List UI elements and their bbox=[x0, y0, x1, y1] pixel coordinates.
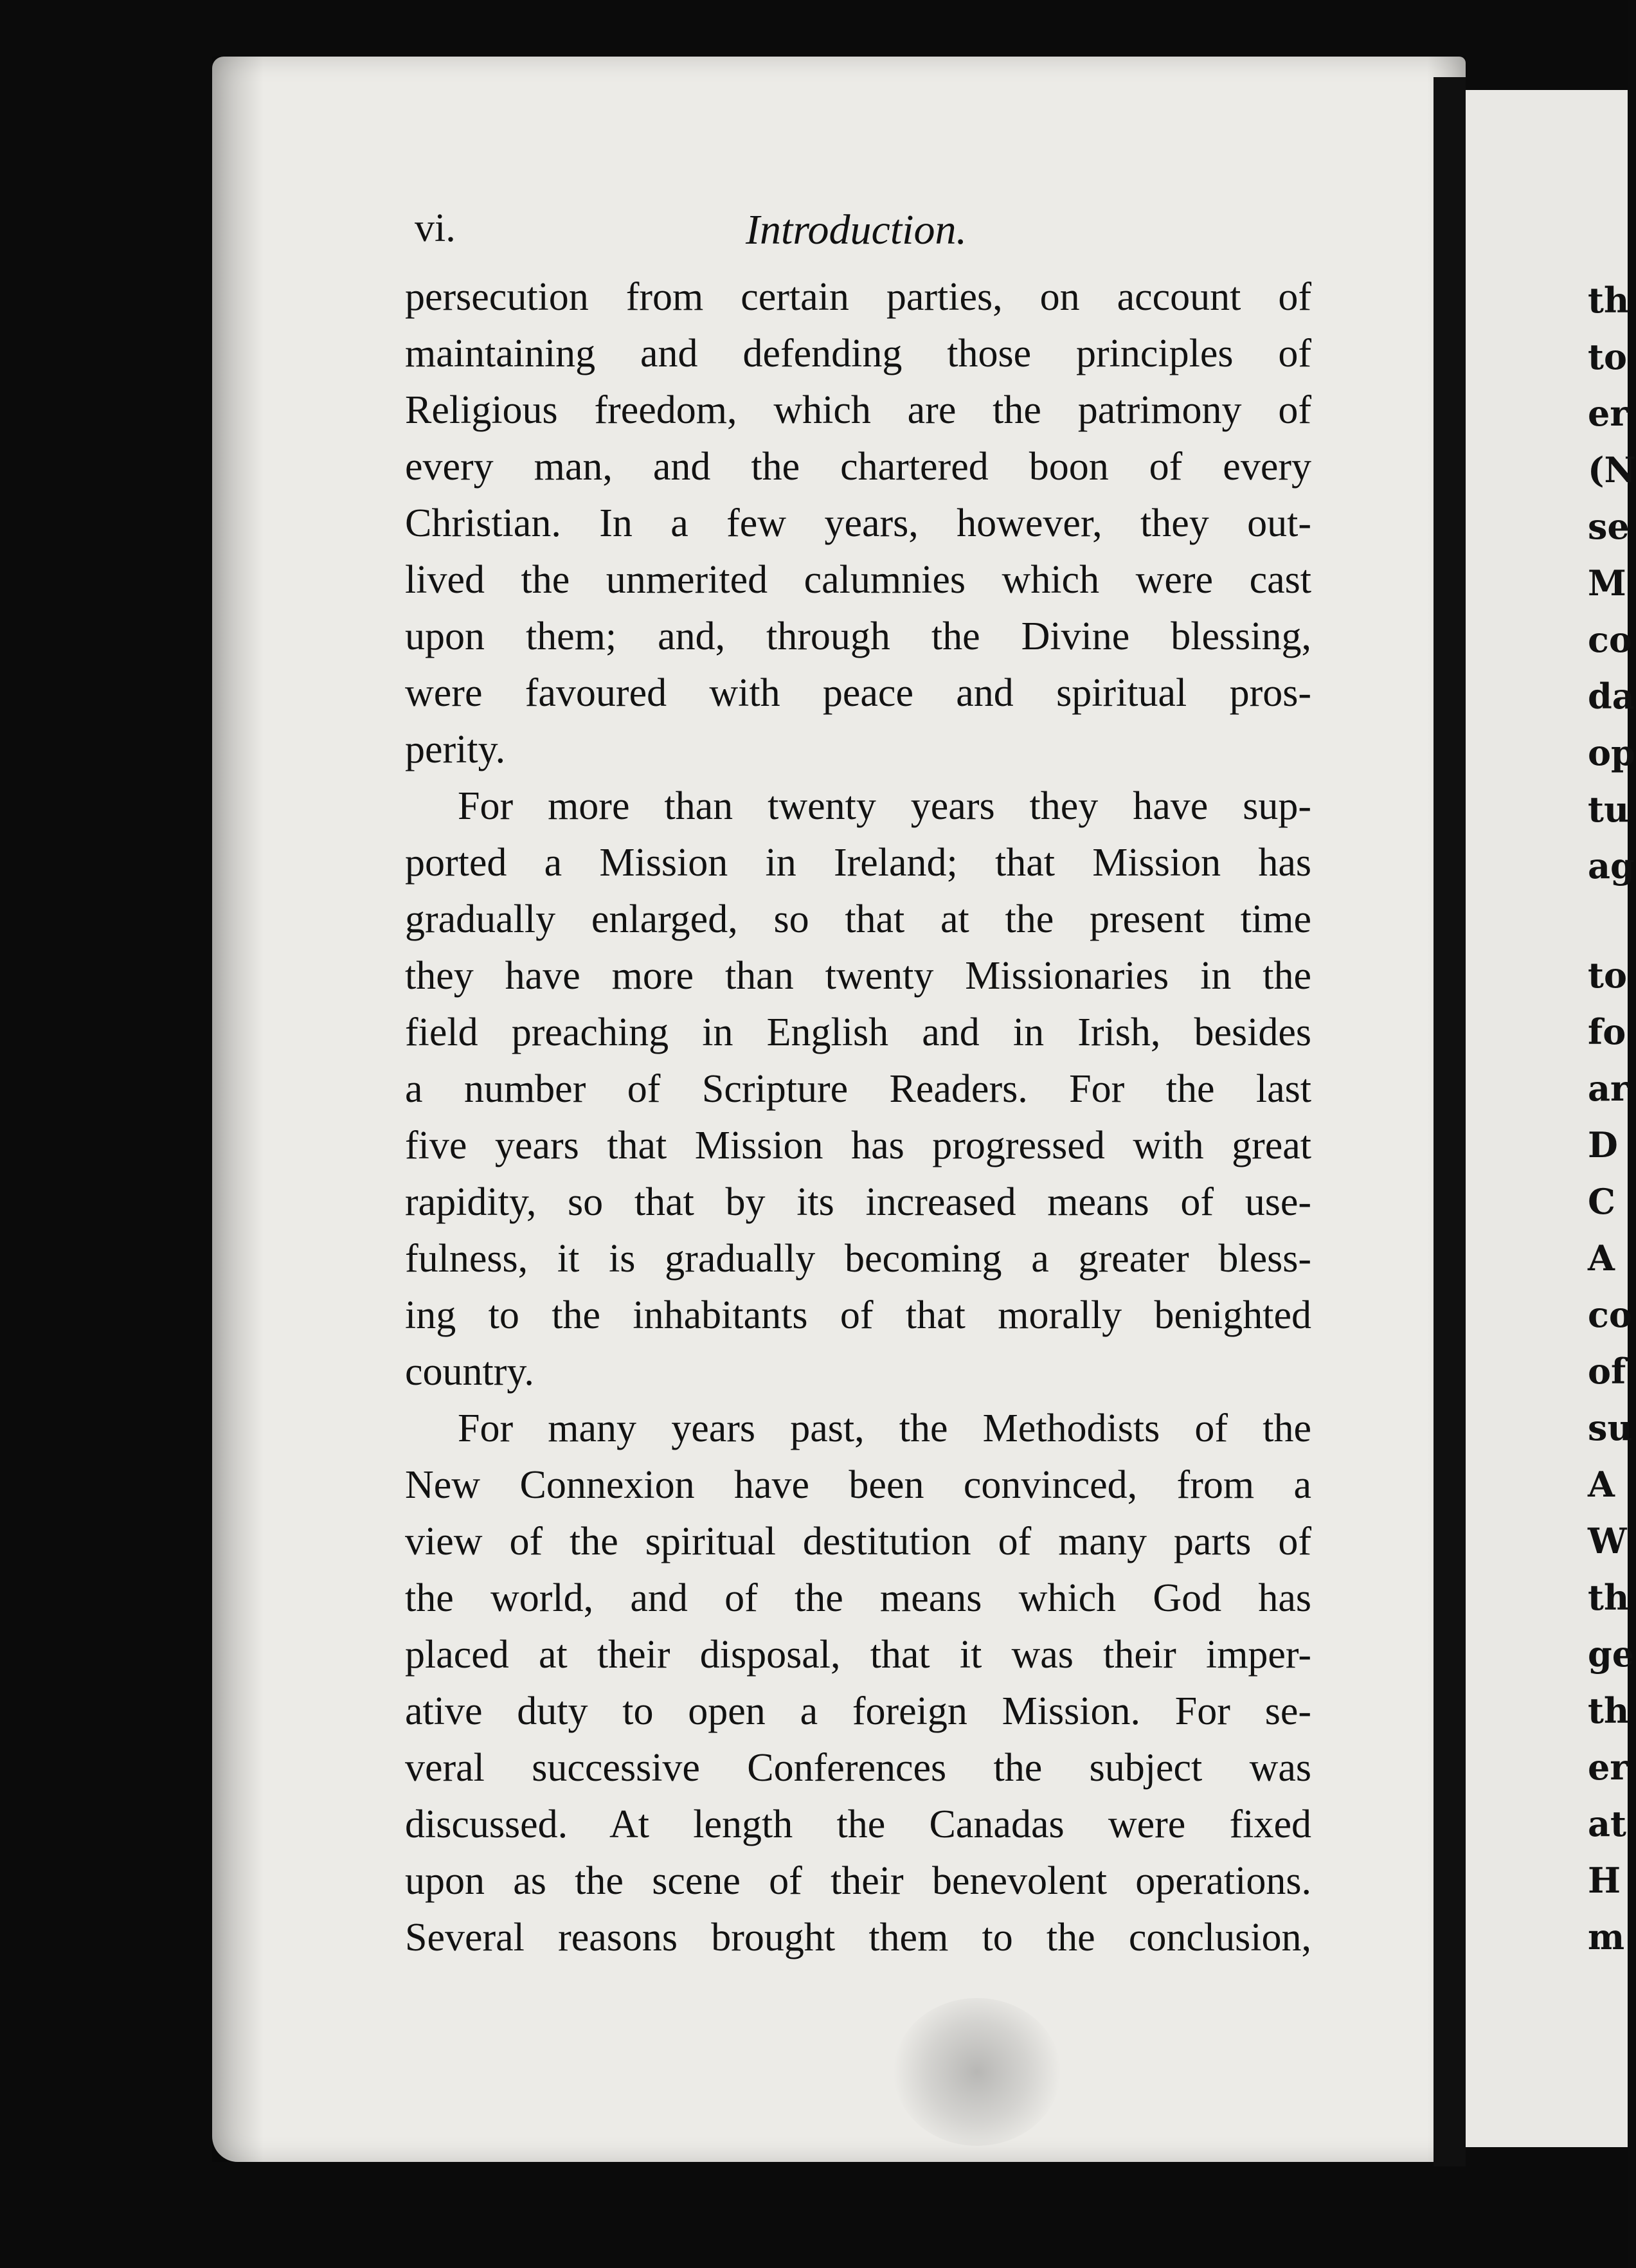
right-page-fragment: co bbox=[1588, 1294, 1632, 1335]
right-page-fragment: ag bbox=[1588, 845, 1635, 887]
text-line: rapidity, so that by its increased means of use- bbox=[405, 1180, 1311, 1224]
right-page-fragment: M bbox=[1588, 562, 1626, 604]
page-stain bbox=[894, 1998, 1061, 2146]
right-page-fragment: se bbox=[1588, 506, 1630, 547]
text-line: For more than twenty years they have sup- bbox=[458, 784, 1311, 828]
text-line: fulness, it is gradually becoming a greater bless- bbox=[405, 1237, 1311, 1281]
right-page-fragment: da bbox=[1588, 676, 1635, 717]
right-page-fragment: op bbox=[1588, 732, 1635, 773]
text-line: gradually enlarged, so that at the present time bbox=[405, 897, 1311, 941]
right-page-fragment: to bbox=[1588, 955, 1627, 996]
text-line: persecution from certain parties, on account of bbox=[405, 275, 1311, 319]
right-page-fragment: A bbox=[1588, 1464, 1615, 1505]
text-line: maintaining and defending those principles of bbox=[405, 332, 1311, 375]
running-head: Introduction. bbox=[746, 206, 967, 253]
right-page-fragment: fo bbox=[1588, 1011, 1626, 1052]
text-line: five years that Mission has progressed with great bbox=[405, 1124, 1311, 1167]
text-line: view of the spiritual destitution of many parts of bbox=[405, 1520, 1311, 1563]
text-line: were favoured with peace and spiritual pros- bbox=[405, 671, 1311, 715]
right-page-fragment: at bbox=[1588, 1803, 1626, 1844]
text-line: they have more than twenty Missionaries in the bbox=[405, 954, 1311, 998]
text-line: lived the unmerited calumnies which were cast bbox=[405, 558, 1311, 602]
right-page-fragment: A bbox=[1588, 1238, 1615, 1279]
right-page-fragment: th bbox=[1588, 1690, 1630, 1731]
text-line: New Connexion have been convinced, from a bbox=[405, 1463, 1311, 1507]
page-header bbox=[212, 206, 1466, 251]
spine-gutter bbox=[1434, 77, 1466, 2166]
text-line: perity. bbox=[405, 728, 506, 771]
text-line: Christian. In a few years, however, they out- bbox=[405, 501, 1311, 545]
right-page-fragment: su bbox=[1588, 1407, 1633, 1448]
text-line: placed at their disposal, that it was their imper- bbox=[405, 1633, 1311, 1677]
text-line: For many years past, the Methodists of the bbox=[458, 1407, 1311, 1450]
right-page-fragment: ge bbox=[1588, 1634, 1635, 1675]
text-line: the world, and of the means which God has bbox=[405, 1576, 1311, 1620]
right-page-fragment: th bbox=[1588, 1577, 1630, 1618]
right-page-fragment: to bbox=[1588, 336, 1627, 377]
text-line: Religious freedom, which are the patrimony of bbox=[405, 388, 1311, 432]
right-page-fragment: tu bbox=[1588, 789, 1630, 830]
right-page-fragment: er bbox=[1588, 1747, 1628, 1788]
right-page-fragment: D bbox=[1588, 1124, 1618, 1166]
text-line: every man, and the chartered boon of every bbox=[405, 445, 1311, 489]
page-number: vi. bbox=[415, 206, 456, 250]
right-page-fragment: th bbox=[1588, 280, 1630, 321]
text-line: ative duty to open a foreign Mission. For se- bbox=[405, 1689, 1311, 1733]
right-page-fragment: H bbox=[1588, 1860, 1621, 1901]
right-page-fragment: of bbox=[1588, 1351, 1626, 1392]
right-page-fragment: m bbox=[1588, 1916, 1625, 1958]
text-line: Several reasons brought them to the conclusion, bbox=[405, 1916, 1311, 1959]
right-page-fragment: W bbox=[1588, 1520, 1627, 1562]
page-shadow-left bbox=[212, 57, 264, 2162]
text-line: country. bbox=[405, 1350, 534, 1394]
right-page-fragment: er bbox=[1588, 393, 1628, 434]
text-line: veral successive Conferences the subject was bbox=[405, 1746, 1311, 1790]
text-line: a number of Scripture Readers. For the last bbox=[405, 1067, 1311, 1111]
right-page-fragment: ar bbox=[1588, 1068, 1629, 1109]
text-line: field preaching in English and in Irish, besides bbox=[405, 1011, 1311, 1054]
text-line: ported a Mission in Ireland; that Mission has bbox=[405, 841, 1311, 885]
body-text bbox=[405, 269, 1311, 1966]
right-page-fragment: (N bbox=[1588, 449, 1636, 491]
text-line: upon them; and, through the Divine blessing, bbox=[405, 615, 1311, 658]
text-line: discussed. At length the Canadas were fixed bbox=[405, 1803, 1311, 1846]
right-page-fragment: C bbox=[1588, 1181, 1615, 1222]
right-page-fragment: co bbox=[1588, 619, 1632, 660]
text-line: ing to the inhabitants of that morally benighted bbox=[405, 1293, 1311, 1337]
text-line: upon as the scene of their benevolent operations. bbox=[405, 1859, 1311, 1903]
